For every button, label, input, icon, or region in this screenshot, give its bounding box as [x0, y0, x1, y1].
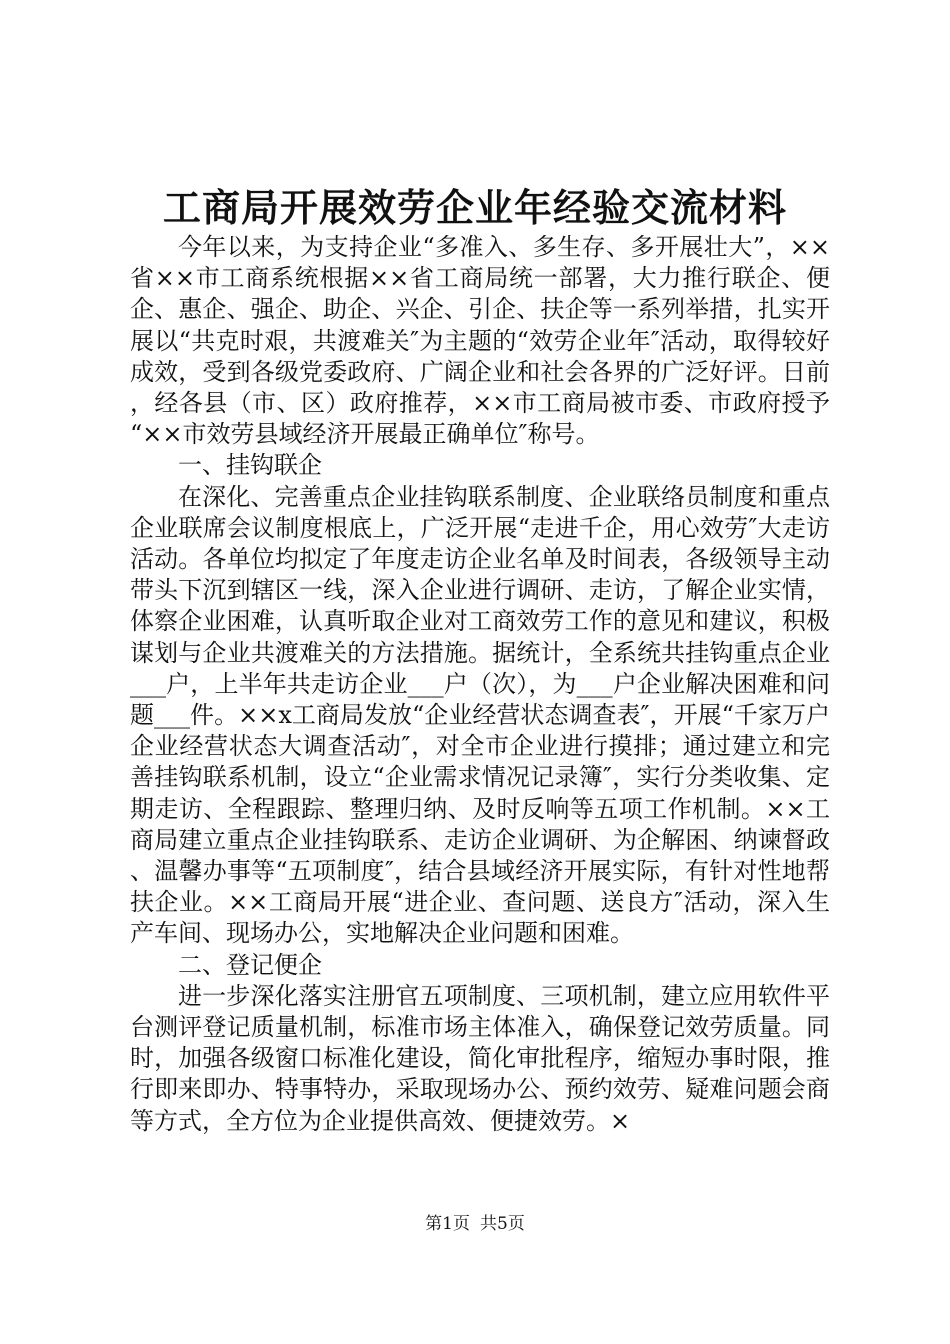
paragraph-section-2: 进一步深化落实注册官五项制度、三项机制，建立应用软件平台测评登记质量机制，标准市场主体准入，确保登记效劳质量。同时，加强各级窗口标准化建设，简化审批程序，缩短办事时限，推行即来即办、特事特办，采取现场办公、预约效劳、疑难问题会商等方式，全方位为企业提供高效、便捷效劳。×	[130, 981, 830, 1135]
document-body	[130, 232, 830, 1137]
page-footer	[0, 1212, 950, 1236]
page-title: 工商局开展效劳企业年经验交流材料	[162, 185, 787, 230]
paragraph-section-1: 在深化、完善重点企业挂钩联系制度、企业联络员制度和重点企业联席会议制度根底上，广泛开展“走进千企，用心效劳″大走访活动。各单位均拟定了年度走访企业名单及时间表，各级领导主动带头下沉到辖区一线，深入企业进行调研、走访，了解企业实情，体察企业困难，认真听取企业对工商效劳工作的意见和建议，积极谋划与企业共渡难关的方法措施。据统计，全系统共挂钩重点企业___户，上半年共走访企业___户（次），为___户企业解决困难和问题___件。××x工商局发放“企业经营状态调查表″，开展“千家万户企业经营状态大调查活动″，对全市企业进行摸排；通过建立和完善挂钩联系机制，设立“企业需求情况记录簿″，实行分类收集、定期走访、全程跟踪、整理归纳、及时反响等五项工作机制。××工商局建立重点企业挂钩联系、走访企业调研、为企解困、纳谏督政、温馨办事等“五项制度″，结合县域经济开展实际，有针对性地帮扶企业。××工商局开展“进企业、查问题、送良方″活动，深入生产车间、现场办公，实地解决企业问题和困难。	[130, 482, 830, 948]
section-heading-1: 一、挂钩联企	[178, 451, 322, 480]
page-number: 第1页	[425, 1214, 470, 1234]
total-pages: 共5页	[480, 1214, 525, 1234]
section-heading-2: 二、登记便企	[178, 950, 322, 979]
paragraph-intro: 今年以来，为支持企业“多准入、多生存、多开展壮大”，××省××市工商系统根据××省工商局统一部署，大力推行联企、便企、惠企、强企、助企、兴企、引企、扶企等一系列举措，扎实开展以“共克时艰，共渡难关″为主题的“效劳企业年″活动，取得较好成效，受到各级党委政府、广阔企业和社会各界的广泛好评。日前，经各县（市、区）政府推荐，××市工商局被市委、市政府授予“××市效劳县域经济开展最正确单位″称号。	[130, 233, 830, 449]
